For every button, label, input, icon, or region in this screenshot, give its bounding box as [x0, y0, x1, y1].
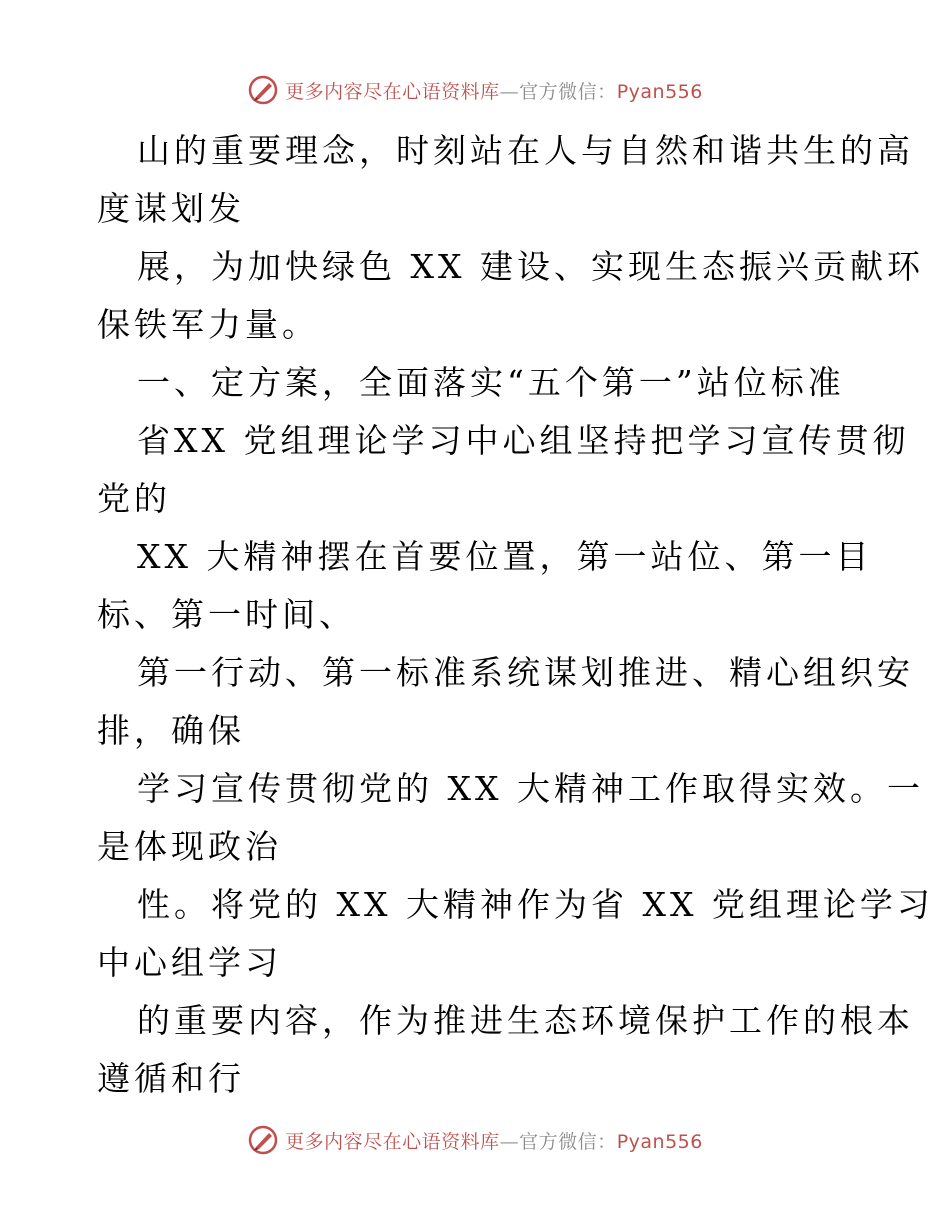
document-body: [97, 122, 934, 1108]
body-line: 保铁军力量。: [97, 305, 319, 344]
header-banner: [0, 70, 950, 110]
body-line: 的重要内容，作为推进生态环境保护工作的根本: [137, 1001, 914, 1040]
footer-banner: [0, 1120, 950, 1160]
pen-logo-icon: [247, 1124, 279, 1156]
body-line: XX 大精神摆在首要位置，第一站位、第一目: [137, 537, 873, 576]
body-line: 山的重要理念，时刻站在人与自然和谐共生的高: [137, 131, 914, 170]
body-line: 党的: [97, 479, 171, 518]
header-text: [285, 77, 703, 104]
footer-wechat-label: 官方微信：: [519, 1130, 617, 1153]
header-dash: —: [499, 80, 520, 103]
body-line: 性。将党的 XX 大精神作为省 XX 党组理论学习: [137, 885, 934, 924]
body-line: 遵循和行: [97, 1059, 245, 1098]
body-line: 省XX 党组理论学习中心组坚持把学习宣传贯彻: [137, 421, 910, 460]
footer-dash: —: [499, 1130, 520, 1153]
body-line: 排，确保: [97, 711, 245, 750]
footer-wechat-id: Pyan556: [616, 1130, 703, 1153]
body-line: 学习宣传贯彻党的 XX 大精神工作取得实效。一: [137, 769, 924, 808]
section-heading: 一、定方案，全面落实“五个第一”站位标准: [137, 363, 845, 402]
footer-text: [285, 1127, 703, 1154]
pen-logo-icon: [247, 74, 279, 106]
header-site-text: 更多内容尽在心语资料库: [285, 80, 500, 103]
body-line: 标、第一时间、: [97, 595, 356, 634]
header-wechat-label: 官方微信：: [519, 80, 617, 103]
body-line: 展，为加快绿色 XX 建设、实现生态振兴贡献环: [137, 247, 924, 286]
body-line: 是体现政治: [97, 827, 282, 866]
body-line: 度谋划发: [97, 189, 245, 228]
footer-site-text: 更多内容尽在心语资料库: [285, 1130, 500, 1153]
header-wechat-id: Pyan556: [616, 80, 703, 103]
body-line: 第一行动、第一标准系统谋划推进、精心组织安: [137, 653, 914, 692]
body-line: 中心组学习: [97, 943, 282, 982]
